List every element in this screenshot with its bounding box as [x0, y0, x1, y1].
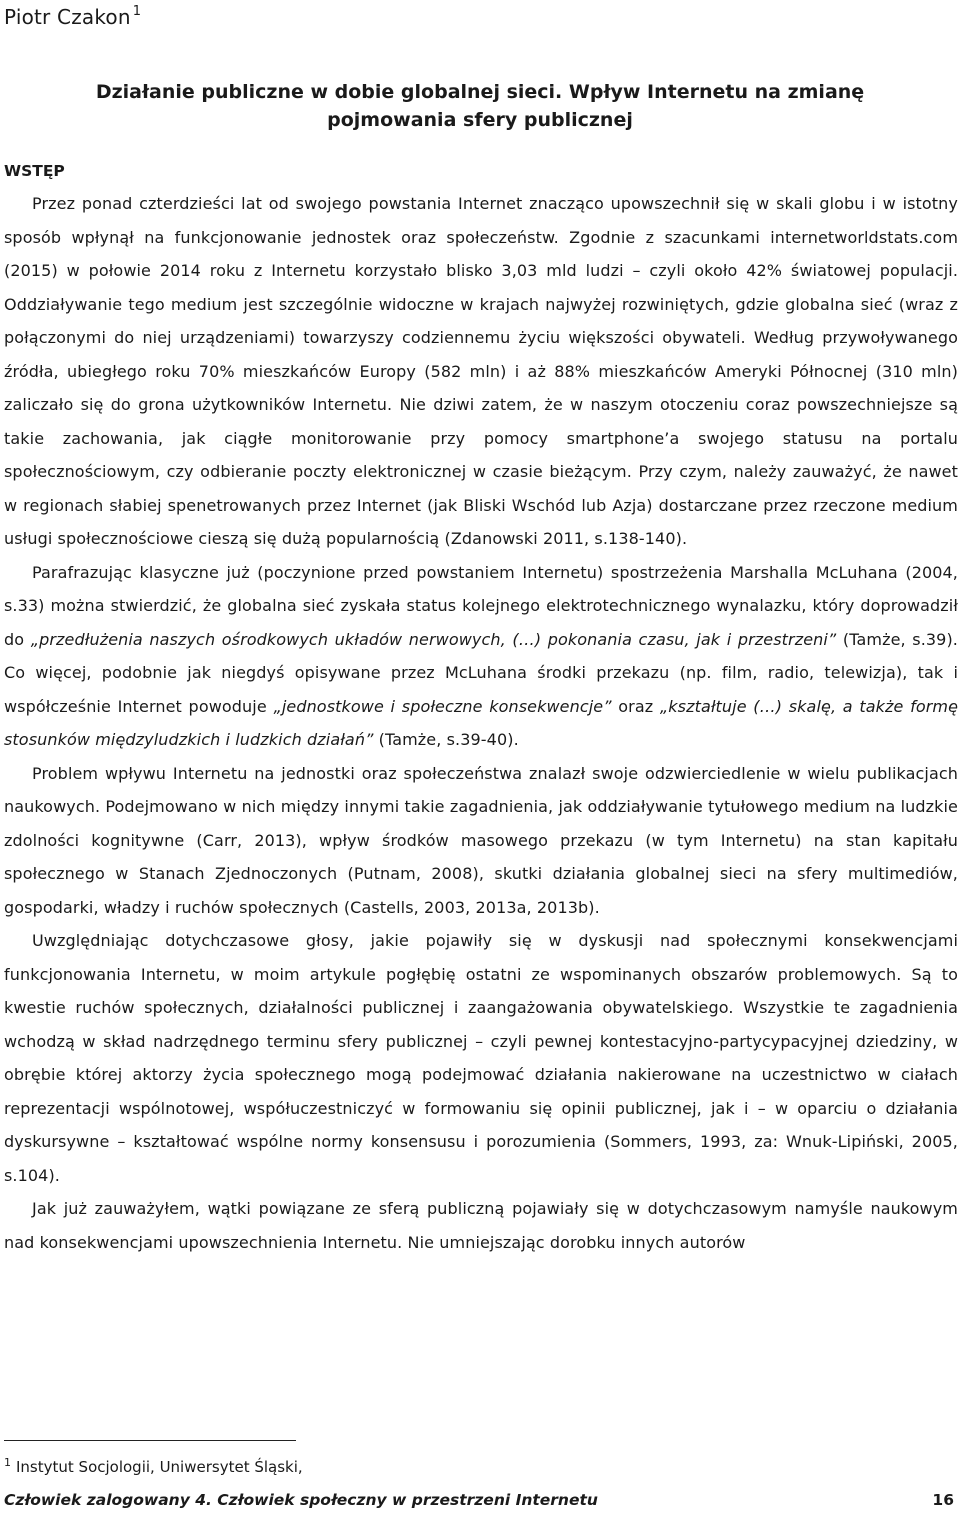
author-name [4, 4, 141, 29]
footnote-number: 1 [4, 1456, 11, 1469]
author-name-text: Piotr Czakon [4, 5, 131, 29]
paragraph-2 [4, 556, 958, 757]
quote-3: „kształtuje (…) skalę, a także formę stosunków międzyludzkich i ludzkich działań” [4, 696, 959, 749]
page-footer [4, 1491, 954, 1509]
paragraph-2-text-a: Parafrazując klasyczne już (poczynione przed powstaniem Internetu) spostrzeżenia Marshalla McLuhana (2004, s.33) można stwierdzić, że globalna sieć zyskała status kolejnego elektrotechnicznego wynalazku, który doprowadził do [4, 562, 958, 649]
title-line-1: Działanie publiczne w dobie globalnej sieci. Wpływ Internetu na zmianę [95, 81, 865, 103]
paragraph-2-text-b: (Tamże, s.39). Co więcej, podobnie jak niegdyś opisywane przez McLuhana środki przekazu (np. film, radio, telewizja), tak i współcześnie Internet powoduje [4, 629, 958, 716]
publication-title: Człowiek zalogowany 4. Człowiek społeczny w przestrzeni Internetu [4, 1491, 598, 1509]
page-number: 16 [932, 1491, 954, 1509]
title-line-2: pojmowania sfery publicznej [327, 109, 633, 131]
paragraph-5: Jak już zauważyłem, wątki powiązane ze sferą publiczną pojawiały się w dotychczasowym namyśle naukowym nad konsekwencjami upowszechnienia Internetu. Nie umniejszając dorobku innych autorów [4, 1199, 958, 1252]
footnote-ref: 1 [132, 4, 142, 19]
quote-2: „jednostkowe i społeczne konsekwencje” [273, 696, 612, 716]
paragraph-2-text-d: (Tamże, s.39-40). [373, 730, 519, 749]
article-body [4, 187, 958, 1259]
paragraph-1: Przez ponad czterdzieści lat od swojego powstania Internet znacząco upowszechnił się w skali globu i w istotny sposób wpłynął na funkcjonowanie jednostek oraz społeczeństw. Zgodnie z szacunkami internetworldstats.com (2015) w połowie 2014 roku z Internetu korzystało blisko 3,03 mld ludzi – czyli około 42% światowej populacji. Oddziaływanie tego medium jest szczególnie widoczne w krajach najwyżej rozwiniętych, gdzie globalna sieć (wraz z połączonymi do niej urządzeniami) towarzyszy codziennemu życiu większości obywateli. Według przywoływanego źródła, ubiegłego roku 70% mieszkańców Europy (582 mln) i aż 88% mieszkańców Ameryki Północnej (310 mln) zaliczało się do grona użytkowników Internetu. Nie dziwi zatem, że w naszym otoczeniu coraz powszechniejsze są takie zachowania, jak ciągłe monitorowanie przy pomocy smartphone’a swojego statusu na portalu społecznościowym, czy odbieranie poczty elektronicznej w czasie bieżącym. Przy czym, należy zauważyć, że nawet w regionach słabiej spenetrowanych przez Internet (jak Bliski Wschód lub Azja) dostarczane przez rzeczone medium usługi społecznościowe cieszą się dużą popularnością (Zdanowski 2011, s.138-140). [4, 194, 958, 548]
section-heading: WSTĘP [4, 162, 65, 180]
paragraph-4: Uwzględniając dotychczasowe głosy, jakie pojawiły się w dyskusji nad społecznymi konsekwencjami funkcjonowania Internetu, w moim artykule pogłębię ostatni ze wspominanych obszarów problemowych. Są to kwestie ruchów społecznych, działalności publicznej i zaangażowania obywatelskiego. Wszystkie te zagadnienia wchodzą w skład nadrzędnego terminu sfery publicznej – czyli pewnej kontestacyjno-partycypacyjnej dziedziny, w obrębie której aktorzy życia społecznego mogą podejmować działania nakierowane na uczestnictwo w ciałach reprezentacji wspólnotowej, współuczestniczyć w formowaniu się opinii publicznej, jak i – w oparciu o działania dyskursywne – kształtować wspólne normy konsensusu i porozumienia (Sommers, 1993, za: Wnuk-Lipiński, 2005, s.104). [4, 931, 958, 1185]
article-title [60, 78, 900, 134]
paragraph-3: Problem wpływu Internetu na jednostki oraz społeczeństwa znalazł swoje odzwierciedlenie w wielu publikacjach naukowych. Podejmowano w nich między innymi takie zagadnienia, jak oddziaływanie tytułowego medium na ludzkie zdolności kognitywne (Carr, 2013), wpływ środków masowego przekazu (w tym Internetu) na stan kapitału społecznego w Stanach Zjednoczonych (Putnam, 2008), skutki działania globalnej sieci na sfery multimediów, gospodarki, władzy i ruchów społecznych (Castells, 2003, 2013a, 2013b). [4, 763, 958, 917]
footnote [4, 1456, 303, 1476]
paragraph-2-text-c: oraz [611, 696, 660, 716]
quote-1: „przedłużenia naszych ośrodkowych układów nerwowych, (…) pokonania czasu, jak i przestrzeni” [30, 629, 837, 649]
footnote-divider [4, 1440, 296, 1441]
footnote-text: Instytut Socjologii, Uniwersytet Śląski, [16, 1458, 303, 1476]
